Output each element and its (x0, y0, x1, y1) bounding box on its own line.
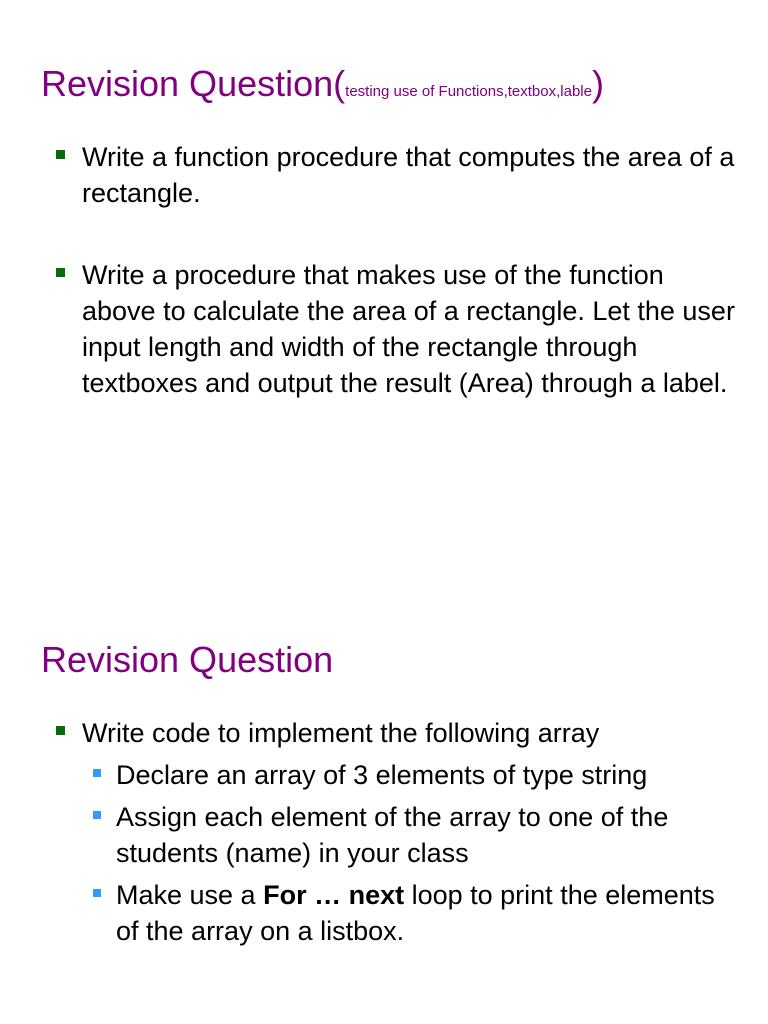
bullet-list (0, 139, 768, 401)
bullet-text: Write code to implement the following array (82, 718, 600, 748)
sub-bullet-list (0, 757, 768, 949)
list-item (0, 139, 768, 211)
slide-title: Revision Question (41, 639, 334, 680)
title-close-paren: ) (591, 63, 604, 104)
sub-bullet-text: Declare an array of 3 elements of type string (116, 760, 648, 790)
sub-list-container (0, 757, 768, 949)
square-bullet-icon (56, 726, 65, 735)
slide-title (41, 64, 604, 112)
sub-list-item (0, 877, 768, 949)
sub-bullet-text: Assign each element of the array to one of the students (name) in your class (116, 802, 669, 868)
list-item (0, 715, 768, 751)
square-sub-bullet-icon (93, 889, 101, 897)
square-bullet-icon (56, 268, 65, 277)
bullet-list (0, 715, 768, 949)
sub-bullet-text-bold: For … next (263, 880, 405, 910)
sub-list-item (0, 757, 768, 793)
title-subtitle: testing use of Functions,textbox,lable (345, 83, 592, 100)
bullet-text: Write a function procedure that computes the area of a rectangle. (82, 142, 735, 208)
square-sub-bullet-icon (93, 769, 101, 777)
sub-bullet-text-before: Make use a (116, 880, 264, 910)
slide-2 (0, 512, 768, 1024)
sub-list-item (0, 799, 768, 871)
title-open-paren: ( (333, 63, 346, 104)
list-item (0, 257, 768, 401)
title-main: Revision Question (41, 63, 334, 104)
square-sub-bullet-icon (93, 811, 101, 819)
sub-bullet-text-after: loop to print the elements of the array on a listbox. (116, 880, 715, 946)
bullet-text: Write a procedure that makes use of the function above to calculate the area of a rectangle. Let the user input length and width of the rectangle through textboxes and output the result (Area) through a label. (82, 260, 735, 398)
square-bullet-icon (56, 150, 65, 159)
